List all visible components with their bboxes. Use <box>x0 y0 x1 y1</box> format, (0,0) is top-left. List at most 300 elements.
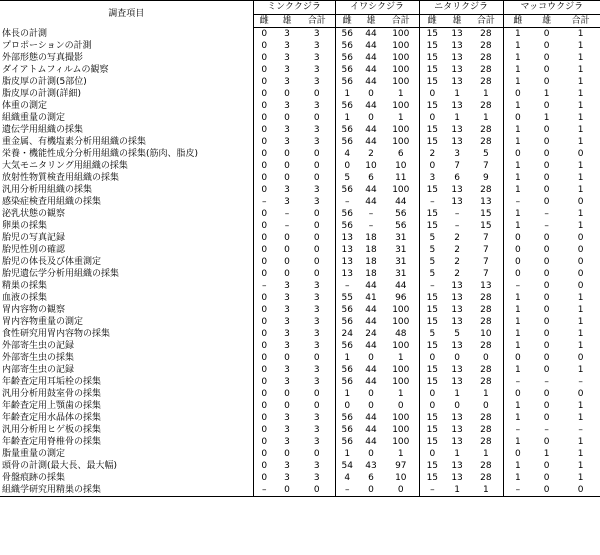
count-cell: 1 <box>577 473 584 483</box>
count-cell: 0 <box>284 113 290 123</box>
count-cell: 0 <box>543 317 550 327</box>
count-cell: 56 <box>335 52 359 64</box>
count-cell: 0 <box>577 281 584 291</box>
survey-item-label: 大気モニタリング用組織の採集 <box>0 160 253 172</box>
count-cell: 1 <box>503 472 532 484</box>
count-cell: 6 <box>368 473 374 483</box>
count-cell: 3 <box>313 365 320 375</box>
table-row <box>0 136 600 148</box>
count-cell: 3 <box>313 377 320 387</box>
count-cell: 44 <box>365 377 377 387</box>
count-cell: 0 <box>368 389 374 399</box>
table-row <box>0 388 600 400</box>
count-cell: 31 <box>395 257 407 267</box>
sub-header-male: 雄 <box>532 15 561 28</box>
count-cell: – <box>368 209 374 219</box>
count-cell: 10 <box>395 473 407 483</box>
count-cell: 0 <box>503 88 532 100</box>
count-cell: – <box>284 221 290 231</box>
count-cell: 1 <box>503 40 532 52</box>
count-cell: – <box>503 424 532 436</box>
count-cell: 1 <box>482 449 489 459</box>
count-cell: 24 <box>365 329 377 339</box>
count-cell: 1 <box>577 173 584 183</box>
count-cell: 0 <box>313 449 320 459</box>
count-cell: 0 <box>543 341 550 351</box>
count-cell: 1 <box>397 353 404 363</box>
survey-item-label: 年齢査定用水晶体の採集 <box>0 412 253 424</box>
count-cell: 0 <box>543 233 550 243</box>
count-cell: 28 <box>480 317 492 327</box>
count-cell: 1 <box>503 136 532 148</box>
count-cell: 56 <box>335 304 359 316</box>
count-cell: 28 <box>480 101 492 111</box>
count-cell: 0 <box>313 233 320 243</box>
count-cell: 3 <box>419 172 445 184</box>
count-cell: 0 <box>577 389 584 399</box>
count-cell: 0 <box>261 425 268 435</box>
count-cell: 31 <box>395 269 407 279</box>
count-cell: 0 <box>261 269 268 279</box>
count-cell: 0 <box>543 461 550 471</box>
count-cell: 0 <box>368 353 374 363</box>
count-cell: 1 <box>503 28 532 41</box>
count-cell: 1 <box>577 461 584 471</box>
count-cell: 3 <box>284 281 290 291</box>
table-row <box>0 100 600 112</box>
count-cell: 0 <box>543 101 550 111</box>
count-cell: 56 <box>335 316 359 328</box>
count-cell: – <box>368 221 374 231</box>
count-cell: 13 <box>451 29 463 39</box>
count-cell: 0 <box>543 53 550 63</box>
count-cell: 1 <box>577 209 584 219</box>
count-cell: 100 <box>392 317 410 327</box>
table-row <box>0 328 600 340</box>
count-cell: 1 <box>577 185 584 195</box>
survey-item-label: 脂量重量の測定 <box>0 448 253 460</box>
count-cell: 3 <box>313 437 320 447</box>
count-cell: 1 <box>503 292 532 304</box>
count-cell: 1 <box>445 484 469 497</box>
count-cell: 13 <box>451 305 463 315</box>
count-cell: 0 <box>261 365 268 375</box>
count-cell: 1 <box>335 448 359 460</box>
table-row <box>0 460 600 472</box>
count-cell: 0 <box>543 293 550 303</box>
sub-header-total: 合計 <box>383 15 419 28</box>
count-cell: 0 <box>284 389 290 399</box>
count-cell: 13 <box>451 437 463 447</box>
count-cell: 1 <box>543 113 550 123</box>
sub-header-female: 雌 <box>253 15 275 28</box>
count-cell: 3 <box>313 329 320 339</box>
count-cell: 15 <box>419 208 445 220</box>
table-row <box>0 292 600 304</box>
count-cell: 1 <box>543 449 550 459</box>
count-cell: 13 <box>451 197 463 207</box>
table-row <box>0 28 600 41</box>
count-cell: 15 <box>419 124 445 136</box>
count-cell: 54 <box>335 460 359 472</box>
count-cell: 3 <box>313 413 320 423</box>
count-cell: 3 <box>284 197 290 207</box>
species-header-brydes: ニタリクジラ <box>419 1 503 15</box>
count-cell: 3 <box>284 41 290 51</box>
count-cell: 1 <box>503 328 532 340</box>
count-cell: 0 <box>284 173 290 183</box>
count-cell: 0 <box>454 353 460 363</box>
sub-header-total: 合計 <box>469 15 503 28</box>
count-cell: 1 <box>503 208 532 220</box>
count-cell: 0 <box>577 245 584 255</box>
count-cell: 13 <box>451 341 463 351</box>
count-cell: 0 <box>284 245 290 255</box>
count-cell: 28 <box>480 473 492 483</box>
sub-header-male: 雄 <box>275 15 299 28</box>
count-cell: 0 <box>368 113 374 123</box>
count-cell: 55 <box>335 292 359 304</box>
count-cell: 3 <box>313 425 320 435</box>
count-cell: 13 <box>451 101 463 111</box>
count-cell: 0 <box>261 77 268 87</box>
count-cell: 28 <box>480 137 492 147</box>
count-cell: 13 <box>451 461 463 471</box>
count-cell: 3 <box>313 137 320 147</box>
sub-header-female: 雌 <box>419 15 445 28</box>
count-cell: 0 <box>261 65 268 75</box>
survey-item-label: 外部寄生虫の記録 <box>0 340 253 352</box>
count-cell: 0 <box>261 221 268 231</box>
count-cell: 56 <box>395 209 407 219</box>
count-cell: 15 <box>419 52 445 64</box>
count-cell: 0 <box>543 161 550 171</box>
count-cell: 0 <box>284 401 290 411</box>
count-cell: 1 <box>577 89 584 99</box>
table-row <box>0 184 600 196</box>
count-cell: 0 <box>397 401 404 411</box>
count-cell: 0 <box>577 269 584 279</box>
count-cell: 0 <box>261 461 268 471</box>
count-cell: 0 <box>284 257 290 267</box>
count-cell: – <box>544 425 549 435</box>
count-cell: 43 <box>365 461 377 471</box>
count-cell: 3 <box>313 305 320 315</box>
count-cell: 3 <box>284 77 290 87</box>
count-cell: 13 <box>451 317 463 327</box>
count-cell: 1 <box>503 184 532 196</box>
count-cell: 48 <box>395 329 407 339</box>
count-cell: 0 <box>482 353 489 363</box>
count-cell: 15 <box>419 40 445 52</box>
count-cell: 100 <box>392 341 410 351</box>
count-cell: 0 <box>313 161 320 171</box>
count-cell: 1 <box>577 317 584 327</box>
count-cell: 0 <box>503 256 532 268</box>
count-cell: 28 <box>480 77 492 87</box>
count-cell: 0 <box>261 293 268 303</box>
count-cell: 0 <box>284 89 290 99</box>
survey-item-label: プロポーションの計測 <box>0 40 253 52</box>
count-cell: 100 <box>392 305 410 315</box>
count-cell: 1 <box>577 437 584 447</box>
table-row <box>0 220 600 232</box>
count-cell: 0 <box>577 257 584 267</box>
count-cell: 0 <box>313 245 320 255</box>
table-row <box>0 148 600 160</box>
count-cell: 3 <box>313 293 320 303</box>
count-cell: 0 <box>503 112 532 124</box>
count-cell: 56 <box>335 28 359 41</box>
table-row <box>0 472 600 484</box>
count-cell: 56 <box>335 412 359 424</box>
count-cell: 100 <box>392 53 410 63</box>
count-cell: 0 <box>313 401 320 411</box>
count-cell: – <box>454 209 460 219</box>
table-row <box>0 124 600 136</box>
table-row <box>0 268 600 280</box>
count-cell: 28 <box>480 425 492 435</box>
count-cell: 1 <box>577 341 584 351</box>
count-cell: 44 <box>395 281 407 291</box>
count-cell: – <box>454 221 460 231</box>
count-cell: 15 <box>419 340 445 352</box>
count-cell: 13 <box>451 425 463 435</box>
count-cell: 0 <box>543 389 550 399</box>
count-cell: 56 <box>335 340 359 352</box>
count-cell: 1 <box>577 125 584 135</box>
count-cell: 3 <box>284 65 290 75</box>
count-cell: 0 <box>261 233 268 243</box>
count-cell: 0 <box>454 401 460 411</box>
count-cell: 0 <box>543 365 550 375</box>
count-cell: 1 <box>469 484 503 497</box>
count-cell: 3 <box>313 41 320 51</box>
count-cell: 3 <box>313 281 320 291</box>
count-cell: 2 <box>454 245 460 255</box>
count-cell: 3 <box>284 305 290 315</box>
count-cell: 0 <box>543 269 550 279</box>
count-cell: 0 <box>261 473 268 483</box>
count-cell: 100 <box>392 29 410 39</box>
count-cell: 0 <box>261 401 268 411</box>
count-cell: 15 <box>419 472 445 484</box>
count-cell: 44 <box>365 65 377 75</box>
count-cell: 3 <box>284 293 290 303</box>
table-row <box>0 64 600 76</box>
count-cell: 1 <box>577 413 584 423</box>
count-cell: 11 <box>395 173 407 183</box>
count-cell: 56 <box>335 424 359 436</box>
count-cell: 5 <box>419 244 445 256</box>
table-row <box>0 40 600 52</box>
count-cell: 15 <box>419 184 445 196</box>
count-cell: 0 <box>383 484 419 497</box>
survey-item-label: 頭骨の計測(最大長、最大幅) <box>0 460 253 472</box>
count-cell: 2 <box>368 149 374 159</box>
count-cell: – <box>578 377 583 387</box>
count-cell: 1 <box>335 352 359 364</box>
survey-item-label: 感染症検査用組織の採集 <box>0 196 253 208</box>
count-cell: 3 <box>284 317 290 327</box>
count-cell: 15 <box>419 76 445 88</box>
count-cell: 15 <box>419 460 445 472</box>
count-cell: 31 <box>395 233 407 243</box>
count-cell: 0 <box>261 329 268 339</box>
survey-item-label: 胃内容物重量の測定 <box>0 316 253 328</box>
count-cell: 13 <box>451 473 463 483</box>
table-row <box>0 400 600 412</box>
survey-item-label: 組織学研究用精巣の採集 <box>0 484 253 497</box>
count-cell: 15 <box>419 424 445 436</box>
count-cell: 100 <box>392 437 410 447</box>
count-cell: 3 <box>284 377 290 387</box>
count-cell: 0 <box>543 401 550 411</box>
count-cell: 5 <box>454 329 460 339</box>
count-cell: 5 <box>419 328 445 340</box>
count-cell: 1 <box>503 436 532 448</box>
count-cell: 100 <box>392 413 410 423</box>
count-cell: 15 <box>419 364 445 376</box>
count-cell: 13 <box>451 365 463 375</box>
count-cell: 44 <box>365 125 377 135</box>
count-cell: 15 <box>419 304 445 316</box>
count-cell: 0 <box>543 185 550 195</box>
count-cell: 28 <box>480 125 492 135</box>
count-cell: 13 <box>480 281 492 291</box>
count-cell: 0 <box>577 149 584 159</box>
sub-header-female: 雌 <box>335 15 359 28</box>
count-cell: 2 <box>419 148 445 160</box>
survey-item-label: 汎用分析用ヒゲ板の採集 <box>0 424 253 436</box>
count-cell: – <box>335 196 359 208</box>
count-cell: 28 <box>480 53 492 63</box>
count-cell: 2 <box>454 269 460 279</box>
sub-header-male: 雄 <box>359 15 383 28</box>
count-cell: 0 <box>261 209 268 219</box>
count-cell: 0 <box>503 352 532 364</box>
count-cell: 44 <box>365 101 377 111</box>
count-cell: 0 <box>482 401 489 411</box>
count-cell: 3 <box>313 53 320 63</box>
count-cell: 56 <box>335 184 359 196</box>
count-cell: 0 <box>313 353 320 363</box>
count-cell: 13 <box>480 197 492 207</box>
count-cell: 1 <box>503 172 532 184</box>
count-cell: 28 <box>480 341 492 351</box>
count-cell: – <box>544 377 549 387</box>
count-cell: 44 <box>365 341 377 351</box>
count-cell: 7 <box>482 233 489 243</box>
count-cell: 44 <box>365 197 377 207</box>
count-cell: 0 <box>419 160 445 172</box>
count-cell: 0 <box>543 41 550 51</box>
count-cell: 5 <box>419 232 445 244</box>
count-cell: 56 <box>335 76 359 88</box>
survey-item-label: 胎児の体長及び体重測定 <box>0 256 253 268</box>
count-cell: 0 <box>261 53 268 63</box>
count-cell: 13 <box>451 377 463 387</box>
count-cell: 1 <box>503 124 532 136</box>
count-cell: 31 <box>395 245 407 255</box>
count-cell: 1 <box>577 65 584 75</box>
count-cell: 1 <box>454 89 460 99</box>
count-cell: – <box>503 196 532 208</box>
count-cell: – <box>419 196 445 208</box>
count-cell: 15 <box>419 136 445 148</box>
count-cell: 0 <box>261 125 268 135</box>
count-cell: 3 <box>313 317 320 327</box>
survey-item-label: 脂皮厚の計測(5部位) <box>0 76 253 88</box>
count-cell: 44 <box>365 365 377 375</box>
count-cell: 1 <box>577 137 584 147</box>
count-cell: 3 <box>313 185 320 195</box>
survey-item-label: 年齢査定用上顎歯の採集 <box>0 400 253 412</box>
count-cell: 44 <box>365 317 377 327</box>
count-cell: 0 <box>543 137 550 147</box>
count-cell: 1 <box>577 221 584 231</box>
count-cell: 28 <box>480 413 492 423</box>
count-cell: 100 <box>392 41 410 51</box>
count-cell: 1 <box>454 113 460 123</box>
count-cell: 0 <box>313 149 320 159</box>
count-cell: 10 <box>395 161 407 171</box>
count-cell: 56 <box>335 376 359 388</box>
count-cell: 56 <box>335 364 359 376</box>
count-cell: 44 <box>365 437 377 447</box>
count-cell: 0 <box>368 401 374 411</box>
table-row <box>0 244 600 256</box>
table-row <box>0 160 600 172</box>
count-cell: 0 <box>261 173 268 183</box>
count-cell: 3 <box>313 101 320 111</box>
count-cell: 1 <box>577 77 584 87</box>
count-cell: 100 <box>392 377 410 387</box>
survey-item-header: 調査項目 <box>0 1 253 28</box>
survey-item-label: 外部形態の写真撮影 <box>0 52 253 64</box>
table-row <box>0 376 600 388</box>
survey-item-label: 体長の計測 <box>0 28 253 41</box>
count-cell: 15 <box>419 64 445 76</box>
count-cell: 1 <box>503 220 532 232</box>
count-cell: 0 <box>275 484 299 497</box>
count-cell: 56 <box>335 436 359 448</box>
count-cell: 1 <box>397 449 404 459</box>
sub-header-female: 雌 <box>503 15 532 28</box>
count-cell: 3 <box>313 65 320 75</box>
count-cell: 28 <box>480 437 492 447</box>
count-cell: 56 <box>335 208 359 220</box>
survey-item-label: 卵巣の採集 <box>0 220 253 232</box>
count-cell: – <box>262 281 267 291</box>
count-cell: 0 <box>577 233 584 243</box>
count-cell: 0 <box>543 473 550 483</box>
count-cell: 0 <box>335 400 359 412</box>
count-cell: 3 <box>313 197 320 207</box>
survey-item-label: 重金属、有機塩素分析用組織の採集 <box>0 136 253 148</box>
count-cell: 44 <box>365 305 377 315</box>
count-cell: 28 <box>480 185 492 195</box>
count-cell: 13 <box>451 125 463 135</box>
table-row <box>0 436 600 448</box>
count-cell: 3 <box>284 473 290 483</box>
count-cell: 0 <box>261 41 268 51</box>
count-cell: 6 <box>397 149 404 159</box>
count-cell: 0 <box>261 389 268 399</box>
table-row <box>0 340 600 352</box>
count-cell: 0 <box>359 484 383 497</box>
count-cell: 5 <box>419 256 445 268</box>
